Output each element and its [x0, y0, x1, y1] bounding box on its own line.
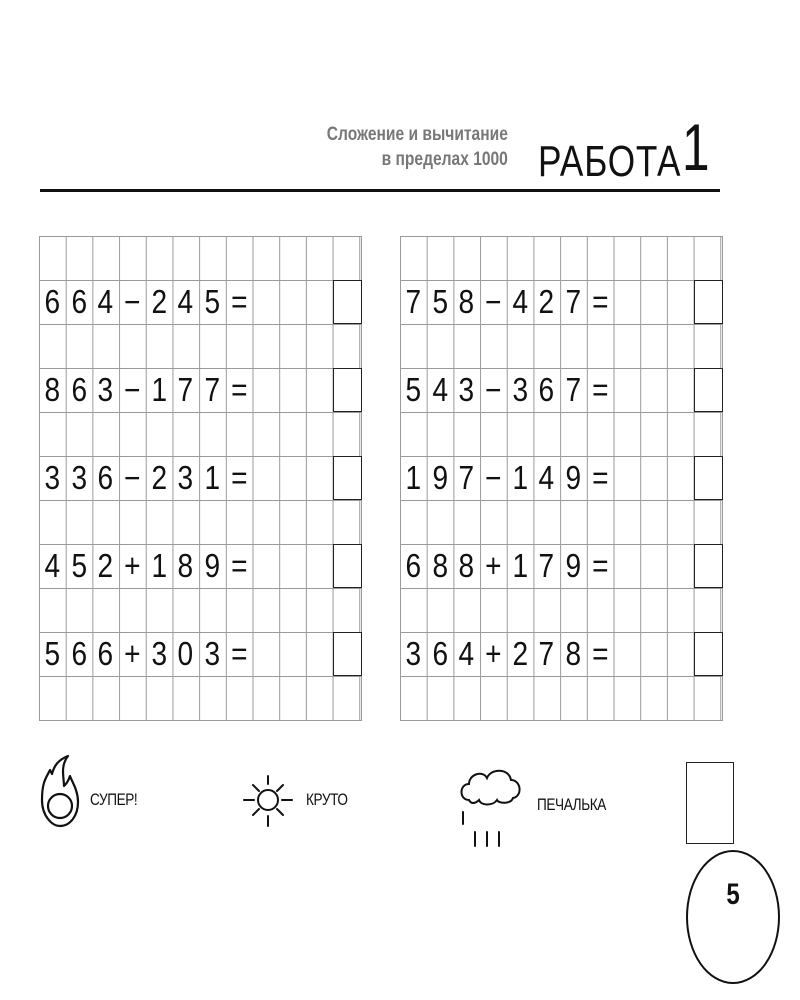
answer-box-left-1[interactable]	[333, 280, 362, 324]
legend-cool	[240, 752, 358, 847]
self-assessment-box[interactable]	[686, 762, 734, 844]
exercise-right-2: 5 4 3 − 3 6 7 =	[405, 371, 609, 408]
grid-left	[39, 236, 362, 721]
header-rule	[40, 189, 720, 192]
answer-box-right-3[interactable]	[694, 456, 723, 500]
sun-icon	[240, 752, 296, 847]
subtitle	[327, 122, 508, 172]
exercise-right-1: 7 5 8 − 4 2 7 =	[405, 283, 609, 320]
exercise-right-3: 1 9 7 − 1 4 9 =	[405, 459, 609, 496]
legend-sad	[455, 752, 623, 857]
answer-box-left-3[interactable]	[333, 456, 362, 500]
exercise-left-2: 8 6 3 − 1 7 7 =	[44, 371, 248, 408]
page-number-circle	[686, 850, 780, 984]
grid-right	[400, 236, 723, 721]
exercise-right-4: 6 8 8 + 1 7 9 =	[405, 547, 609, 584]
page-number: 5	[726, 878, 740, 911]
rain-cloud-icon	[455, 752, 527, 857]
exercise-left-3: 3 3 6 − 2 3 1 =	[44, 459, 248, 496]
subtitle-line-2: в пределах 1000	[381, 149, 508, 170]
legend-label-sad: ПЕЧАЛЬКА	[537, 794, 606, 814]
legend-super	[38, 752, 149, 847]
answer-box-right-4[interactable]	[694, 544, 723, 588]
answer-box-left-4[interactable]	[333, 544, 362, 588]
answer-box-right-5[interactable]	[694, 632, 723, 676]
exercise-left-5: 5 6 6 + 3 0 3 =	[44, 635, 248, 672]
exercise-right-5: 3 6 4 + 2 7 8 =	[405, 635, 609, 672]
answer-box-right-2[interactable]	[694, 368, 723, 412]
subtitle-line-1: Сложение и вычитание	[326, 124, 508, 145]
title-number: 1	[682, 110, 710, 184]
exercise-left-4: 4 5 2 + 1 8 9 =	[44, 547, 248, 584]
exercise-left-1: 6 6 4 − 2 4 5 =	[44, 283, 248, 320]
answer-box-left-5[interactable]	[333, 632, 362, 676]
answer-box-right-1[interactable]	[694, 280, 723, 324]
legend-label-cool: КРУТО	[306, 789, 348, 809]
fire-icon	[38, 752, 80, 847]
answer-box-left-2[interactable]	[333, 368, 362, 412]
legend-label-super: СУПЕР!	[90, 789, 138, 809]
title-word: РАБОТА	[538, 137, 682, 186]
